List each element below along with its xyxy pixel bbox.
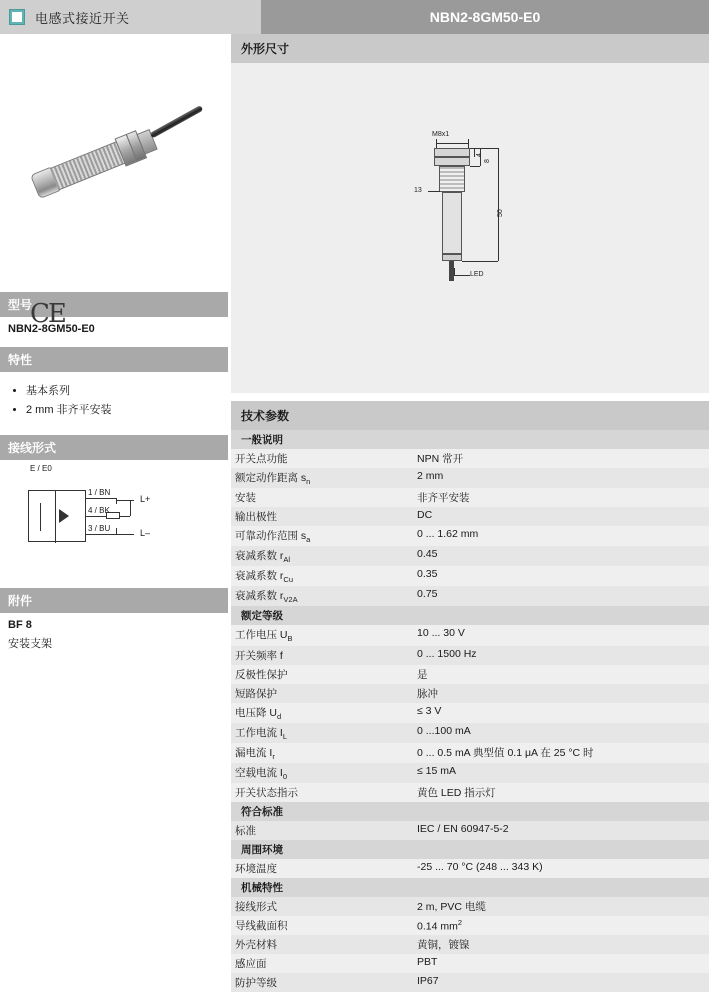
dimensions-panel-title: 外形尺寸 bbox=[231, 34, 709, 63]
wiring-diagram bbox=[0, 460, 228, 580]
tech-row-value: 2 mm bbox=[413, 468, 709, 488]
tech-row-key: 衰减系数 $r_{Cu}$ bbox=[231, 566, 413, 586]
wiring-type-label: E / E0 bbox=[30, 464, 52, 473]
tech-row-value: 10 ... 30 V bbox=[413, 625, 709, 645]
section-bar-accessory: 附件 bbox=[0, 588, 228, 613]
tech-group-header bbox=[231, 802, 709, 821]
tech-row-value: 黄铜，镀镍 bbox=[413, 935, 709, 954]
tech-group-label: 周围环境 bbox=[231, 840, 709, 859]
tech-row bbox=[231, 783, 709, 802]
tech-row-key: 电压降 $U_d$ bbox=[231, 703, 413, 723]
section-bar-features: 特性 bbox=[0, 347, 228, 372]
sensor-square-icon bbox=[9, 9, 25, 25]
tech-row bbox=[231, 507, 709, 526]
tech-group-header bbox=[231, 840, 709, 859]
tech-row-value: 2 m, PVC 电缆 bbox=[413, 897, 709, 916]
tech-row-value: 0 ... 1.62 mm bbox=[413, 526, 709, 546]
tech-row bbox=[231, 743, 709, 763]
model-banner: NBN2-8GM50-E0 bbox=[261, 0, 709, 34]
dim-8-label: 8 bbox=[484, 159, 491, 163]
tech-row-key: 标准 bbox=[231, 821, 413, 840]
tech-row-key: 漏电流 $I_r$ bbox=[231, 743, 413, 763]
feature-item: • 基本系列 bbox=[26, 382, 220, 398]
tech-row-value: 0.75 bbox=[413, 586, 709, 606]
tech-row bbox=[231, 546, 709, 566]
tech-row-key: 外壳材料 bbox=[231, 935, 413, 954]
tech-row-value: 0.35 bbox=[413, 566, 709, 586]
sensor-illustration bbox=[25, 100, 200, 217]
tech-row-value: PBT bbox=[413, 954, 709, 973]
tech-section bbox=[231, 401, 709, 992]
tech-row-key: 可靠动作范围 $s_a$ bbox=[231, 526, 413, 546]
tech-group-header bbox=[231, 606, 709, 625]
tech-row bbox=[231, 897, 709, 916]
tech-row-value: -25 ... 70 °C (248 ... 343 K) bbox=[413, 859, 709, 878]
tech-table bbox=[231, 430, 709, 992]
page-header bbox=[0, 0, 709, 34]
tech-row bbox=[231, 526, 709, 546]
tech-group-label: 机械特性 bbox=[231, 878, 709, 897]
model-value: NBN2-8GM50-E0 bbox=[8, 323, 95, 335]
tech-row-value: IP67 bbox=[413, 973, 709, 992]
tech-row-value: 0.45 bbox=[413, 546, 709, 566]
tech-group-label: 额定等级 bbox=[231, 606, 709, 625]
dim-13-label: 13 bbox=[414, 187, 422, 194]
wiring-lminus: L– bbox=[140, 528, 151, 538]
tech-group-header bbox=[231, 430, 709, 449]
tech-row bbox=[231, 723, 709, 743]
features-list bbox=[0, 372, 228, 427]
tech-row bbox=[231, 625, 709, 645]
tech-row-value: 是 bbox=[413, 665, 709, 684]
tech-row-key: 反极性保护 bbox=[231, 665, 413, 684]
tech-row bbox=[231, 859, 709, 878]
wiring-pin-1: 1 / BN bbox=[88, 488, 111, 497]
tech-row-key: 工作电压 $U_B$ bbox=[231, 625, 413, 645]
tech-row-key: 开关频率 f bbox=[231, 646, 413, 665]
tech-row-value: 0 ... 0.5 mA 典型值 0.1 μA 在 25 °C 时 bbox=[413, 743, 709, 763]
tech-row-key: 环境温度 bbox=[231, 859, 413, 878]
tech-row bbox=[231, 566, 709, 586]
right-column bbox=[228, 34, 709, 992]
wiring-pin-4: 4 / BK bbox=[88, 506, 110, 515]
tech-row-key: 开关点功能 bbox=[231, 449, 413, 468]
tech-row-key: 空载电流 $I_0$ bbox=[231, 763, 413, 783]
accessory-desc: 安装支架 bbox=[8, 638, 52, 650]
tech-group-label: 一般说明 bbox=[231, 430, 709, 449]
tech-row bbox=[231, 916, 709, 935]
tech-row-value: NPN 常开 bbox=[413, 449, 709, 468]
tech-row bbox=[231, 488, 709, 507]
tech-row bbox=[231, 821, 709, 840]
wiring-lplus: L+ bbox=[140, 494, 151, 504]
page-title: 电感式接近开关 bbox=[35, 10, 130, 26]
tech-row bbox=[231, 954, 709, 973]
tech-row-value: 脉冲 bbox=[413, 684, 709, 703]
led-label: LED bbox=[470, 271, 484, 278]
tech-row bbox=[231, 665, 709, 684]
tech-row-value: DC bbox=[413, 507, 709, 526]
feature-item: • 2 mm 非齐平安装 bbox=[26, 401, 220, 417]
tech-row-key: 衰减系数 $r_{V2A}$ bbox=[231, 586, 413, 606]
tech-row-key: 开关状态指示 bbox=[231, 783, 413, 802]
tech-row-value: 黄色 LED 指示灯 bbox=[413, 783, 709, 802]
thread-label: M8x1 bbox=[432, 131, 450, 138]
tech-row bbox=[231, 935, 709, 954]
tech-row-key: 防护等级 bbox=[231, 973, 413, 992]
tech-row-key: 额定动作距离 $s_n$ bbox=[231, 468, 413, 488]
tech-row bbox=[231, 646, 709, 665]
wiring-body bbox=[28, 490, 86, 542]
dimensions-panel-body bbox=[231, 63, 709, 393]
tech-row bbox=[231, 586, 709, 606]
tech-row-key: 接线形式 bbox=[231, 897, 413, 916]
tech-row bbox=[231, 703, 709, 723]
tech-row-value: 非齐平安装 bbox=[413, 488, 709, 507]
tech-row-value: ≤ 15 mA bbox=[413, 763, 709, 783]
section-bar-wiring: 接线形式 bbox=[0, 435, 228, 460]
tech-row-key: 安装 bbox=[231, 488, 413, 507]
tech-row-value: 0 ...100 mA bbox=[413, 723, 709, 743]
tech-row-value: 0 ... 1500 Hz bbox=[413, 646, 709, 665]
length-50-label: 50 bbox=[497, 209, 504, 217]
tech-group-label: 符合标准 bbox=[231, 802, 709, 821]
tech-row-key: 感应面 bbox=[231, 954, 413, 973]
left-column bbox=[0, 34, 228, 655]
tech-row-key: 工作电流 $I_L$ bbox=[231, 723, 413, 743]
section-bar-model: 型号 bbox=[0, 292, 228, 317]
tech-row-key: 短路保护 bbox=[231, 684, 413, 703]
tech-row bbox=[231, 468, 709, 488]
tech-row bbox=[231, 684, 709, 703]
wiring-pin-3: 3 / BU bbox=[88, 524, 111, 533]
tech-row bbox=[231, 973, 709, 992]
tech-row-value: IEC / EN 60947-5-2 bbox=[413, 821, 709, 840]
ce-mark: CE bbox=[30, 299, 65, 329]
tech-row-key: 衰减系数 $r_{Al}$ bbox=[231, 546, 413, 566]
tech-group-header bbox=[231, 878, 709, 897]
tech-row bbox=[231, 763, 709, 783]
tech-row bbox=[231, 449, 709, 468]
tech-row-key: 导线截面积 bbox=[231, 916, 413, 935]
dim-4-label: 4 bbox=[476, 153, 483, 157]
dimension-drawing bbox=[406, 123, 556, 353]
tech-row-value: ≤ 3 V bbox=[413, 703, 709, 723]
tech-panel-title: 技术参数 bbox=[231, 401, 709, 430]
tech-row-value: 0.14 $mm^2$ bbox=[413, 916, 709, 935]
accessory-name: BF 8 bbox=[8, 619, 32, 631]
tech-row-key: 输出极性 bbox=[231, 507, 413, 526]
